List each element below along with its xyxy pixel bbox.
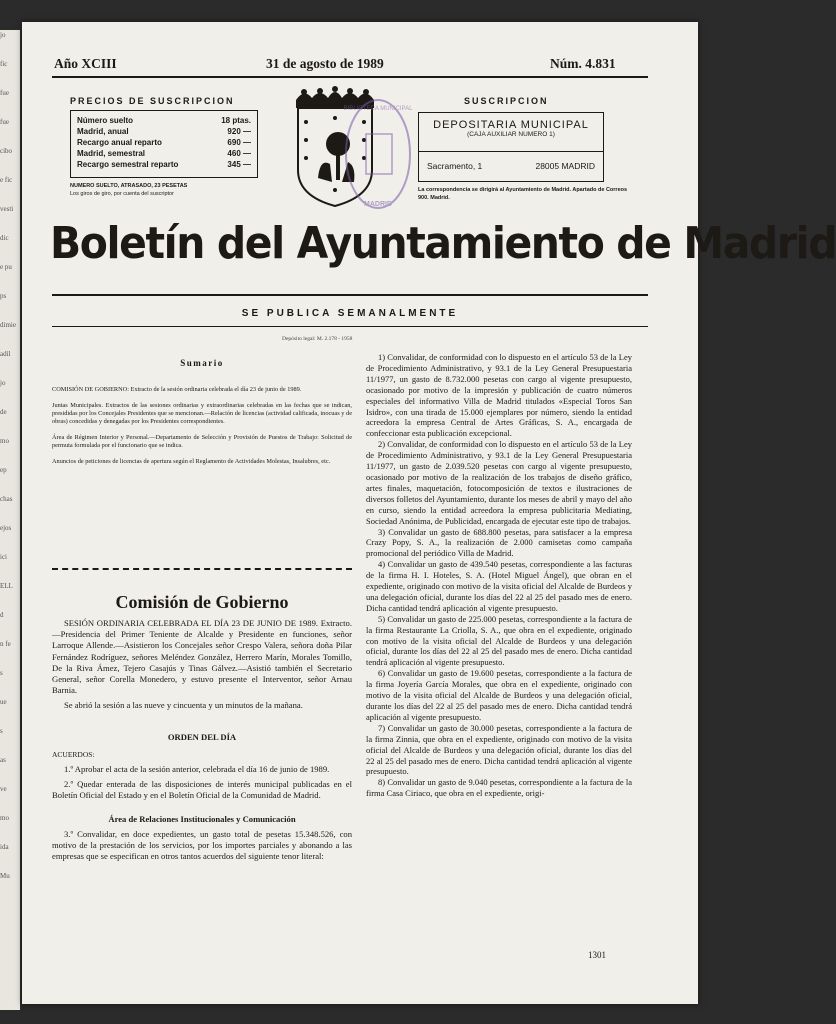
- prices-box: [70, 110, 258, 178]
- margin-fragment: e fic: [0, 176, 13, 184]
- price-row: [77, 115, 251, 126]
- depositaria-note: (CAJA AUXILIAR NUMERO 1): [467, 131, 555, 138]
- summary-item: Área de Régimen Interior y Personal.—Departamento de Selección y Provisión de Puestos de Trabajo: Solicitud de permuta formulada por el funcionario que se indica.: [52, 434, 352, 449]
- header-rule: [52, 76, 648, 78]
- price-label: Recargo semestral reparto: [77, 160, 179, 169]
- price-row: [77, 148, 251, 159]
- margin-fragment: ue: [0, 698, 7, 706]
- margin-fragment: ps: [0, 292, 7, 300]
- subscription-title: SUSCRIPCION: [464, 96, 549, 106]
- price-label: Recargo anual reparto: [77, 138, 162, 147]
- margin-fragment: de: [0, 408, 7, 416]
- prices-title: PRECIOS DE SUSCRIPCION: [70, 96, 235, 106]
- margin-fragment: s: [0, 669, 3, 677]
- masthead-rule-bottom: [52, 326, 648, 327]
- price-value: 345 —: [227, 160, 251, 169]
- address-street: Sacramento, 1: [427, 161, 483, 171]
- margin-fragment: mo: [0, 814, 9, 822]
- price-value: 690 —: [227, 138, 251, 147]
- session-extract: SESIÓN ORDINARIA CELEBRADA EL DÍA 23 DE JUNIO DE 1989. Extracto.—Presidencia del Primer Teniente de Alcalde y Presidente en funciones, señor Larroque Allende.—Asistieron los Concejales señor Crespo Valera, señora doña Pilar Fernández Rodríguez, señores Meléndez González, Herrero Marín, Morales Tomillo, De la Riva Ámez, Tejero Casajús y Tinas Gálvez.—Asistió también el Secretario General, señor Corella Monedero, y estuvo presente el Interventor, señor Arnau Barnia.: [52, 618, 352, 696]
- agenda-heading: ORDEN DEL DÍA: [167, 731, 237, 742]
- margin-fragment: ep: [0, 466, 7, 474]
- price-row: [77, 126, 251, 137]
- section-divider: [52, 568, 352, 570]
- correspondence-note: La correspondencia se dirigirá al Ayuntamiento de Madrid. Apartado de Correos 900. Madrid.: [418, 187, 628, 201]
- margin-fragment: fic: [0, 60, 8, 68]
- commission-heading: Comisión de Gobierno: [115, 592, 289, 612]
- stamp-top-text: BIBLIOTECA MUNICIPAL: [343, 106, 413, 112]
- depositaria-label: DEPOSITARIA MUNICIPAL: [433, 119, 589, 131]
- stamp-bottom-text: MADRID: [364, 201, 392, 208]
- agreement-2: 2.º Quedar enterada de las disposiciones de interés municipal publicadas en el Boletín Oficial del Estado y en el Boletín Oficial de la Comunidad de Madrid.: [52, 779, 352, 801]
- margin-fragment: as: [0, 756, 6, 764]
- prices-note-back-issues: NUMERO SUELTO, ATRASADO, 23 PESETAS: [70, 183, 188, 189]
- masthead-rule-top: [52, 294, 648, 296]
- summary-item: COMISIÓN DE GOBIERNO: Extracto de la sesión ordinaria celebrada el día 23 de junio de 1989.: [52, 386, 302, 393]
- summary-item: Juntas Municipales. Extractos de las sesiones ordinarias y extraordinarias celebradas en las fechas que se indican, presididas por los Concejales Presidentes que se mencionan.—Relación de licencias (actividad calificada, inocuas y de obras) concedidas y denegadas por los Presidentes correspondientes.: [52, 402, 352, 425]
- summary-item: Anuncios de peticiones de licencias de apertura según el Reglamento de Actividades Molestas, Insalubres, etc.: [52, 458, 331, 465]
- margin-fragment: d: [0, 611, 4, 619]
- price-value: 460 —: [227, 149, 251, 158]
- margin-fragment: ida: [0, 843, 9, 851]
- agreement-paragraph: 6) Convalidar un gasto de 19.600 pesetas, correspondiente a la factura de la firma Joyería García Morales, que obra en el expediente, originado con motivo de la visita oficial del Alcalde de Burdeos y una delegación oficial, durante los días del 22 al 25 del pasado mes de enero. Dicha cantidad tendrá aplicación al vigente presupuesto.: [366, 668, 632, 722]
- year-label: Año XCIII: [54, 56, 117, 71]
- margin-fragment: dic: [0, 234, 9, 242]
- margin-fragment: vesti: [0, 205, 14, 213]
- margin-fragment: ELL: [0, 582, 13, 590]
- page-number: 1301: [588, 950, 606, 960]
- prices-note-payment: Los giros de giro, por cuenta del suscriptor: [70, 191, 174, 197]
- masthead-title: Boletín del Ayuntamiento de Madrid: [50, 218, 836, 269]
- margin-fragment: fue: [0, 118, 9, 126]
- price-label: Madrid, semestral: [77, 149, 146, 158]
- agreements-label: ACUERDOS:: [52, 749, 95, 759]
- adjacent-page-edge: [0, 30, 20, 1010]
- margin-fragment: jo: [0, 31, 6, 39]
- agreement-paragraph: 4) Convalidar un gasto de 439.540 pesetas, correspondiente a las facturas de la firma H. I. Hoteles, S. A. (Hotel Miguel Ángel), que obran en el expediente, originado con motivo de la visita oficial del Alcalde de Burdeos y una delegación oficial, durante los días del 22 al 25 del pasado mes de enero. Dicha cantidad tendrá aplicación al vigente presupuesto.: [366, 559, 632, 613]
- agreement-paragraph: 1) Convalidar, de conformidad con lo dispuesto en el artículo 53 de la Ley de Procedimiento Administrativo, y 93.1 de la Ley General Presupuestaria 11/1977, un gasto de 8.732.000 pesetas con cargo al vigente presupuesto, ocasionado por motivo de la impresión y publicación de cuatro números especiales del informativo Villa de Madrid titulados «Especial Toros San Isidro», con una tirada de 15.000 ejemplares por número, siendo la entidad acreedora la empresa Central de Artes Gráficas, S. A., encargada de confeccionar esta publicación excepcional.: [366, 352, 632, 439]
- margin-fragment: ejos: [0, 524, 12, 532]
- margin-fragment: mo: [0, 437, 9, 445]
- agreement-3: 3.º Convalidar, en doce expedientes, un gasto total de pesetas 15.348.526, con motivo de la prestación de los servicios, por los importes parciales y abonando a las empresas que se especifican en otros tantos acuerdos del siguiente tenor literal:: [52, 828, 352, 862]
- summary-list: [52, 386, 352, 474]
- agreement-paragraph: 3) Convalidar un gasto de 688.800 pesetas, para satisfacer a la empresa Crazy Popy, S. A., la realización de 2.000 camisetas como campaña promocional del periódico Villa de Madrid.: [366, 526, 632, 559]
- legal-deposit: Depósito legal: M. 2.178 - 1958: [282, 336, 353, 342]
- price-label: Número suelto: [77, 116, 134, 125]
- publication-frequency: SE PUBLICA SEMANALMENTE: [241, 308, 459, 319]
- margin-fragment: fue: [0, 89, 9, 97]
- margin-fragment: n fe: [0, 640, 11, 648]
- margin-fragment: s: [0, 727, 3, 735]
- margin-fragment: cibo: [0, 147, 13, 155]
- margin-fragment: ici: [0, 553, 7, 561]
- agreement-paragraph: 2) Convalidar, de conformidad con lo dispuesto en el artículo 53 de la Ley de Procedimiento Administrativo, y 93.1 de la Ley General Presupuestaria 11/1977, un gasto de 2.039.520 pesetas con cargo al vigente presupuesto, ocasionado por motivo de la realización de los trabajos de diseño gráfico, artes finales, maquetación, fotocomposición de textos e ilustraciones de diversos folletos del Ayuntamiento, durante los meses de abril y mayo del año en curso, siendo la entidad acreedora la empresa publicitaria Mediating, Sociedad Anónima, de Publicidad, encargada de ejecutar este tipo de trabajos.: [366, 439, 632, 526]
- margin-fragment: jo: [0, 379, 6, 387]
- price-value: 920 —: [227, 127, 251, 136]
- session-opening: Se abrió la sesión a las nueve y cincuenta y un minutos de la mañana.: [64, 700, 303, 711]
- margin-fragment: Mu: [0, 872, 10, 880]
- price-row: [77, 137, 251, 148]
- margin-fragment: dimie: [0, 321, 16, 329]
- agreement-paragraph: 8) Convalidar un gasto de 9.040 pesetas, correspondiente a la factura de la firma Casa Ciriaco, que obra en el expediente, origi-: [366, 777, 632, 799]
- agreement-1: 1.º Aprobar el acta de la sesión anterior, celebrada el día 16 de junio de 1989.: [64, 764, 330, 775]
- agreement-paragraph: 7) Convalidar un gasto de 30.000 pesetas, correspondiente a la factura de la firma Zinnia, que obra en el expediente, originado con motivo de la visita oficial del Alcalde de Burdeos y una delegación oficial, durante los días del 22 al 25 del pasado mes de enero. Dicha cantidad tendrá aplicación al vigente presupuesto.: [366, 722, 632, 777]
- margin-fragment: chas: [0, 495, 13, 503]
- price-row: [77, 159, 251, 170]
- madrid-coat-of-arms: [290, 86, 414, 214]
- right-column: [366, 352, 632, 799]
- subscription-box: [418, 112, 604, 182]
- margin-fragment: ve: [0, 785, 7, 793]
- price-label: Madrid, anual: [77, 127, 129, 136]
- issue-number: Núm. 4.831: [550, 56, 616, 71]
- commission-column: [52, 618, 352, 862]
- issue-date: 31 de agosto de 1989: [266, 56, 384, 71]
- newspaper-page: [22, 22, 836, 1004]
- summary-heading: Sumario: [180, 358, 224, 368]
- address-city: 28005 MADRID: [535, 161, 595, 171]
- agreement-paragraph: 5) Convalidar un gasto de 225.000 pesetas, correspondiente a la factura de la firma Restaurante La Criolla, S. A., que obra en el expediente, originado con motivo de la visita oficial del Alcalde de Burdeos y una delegación oficial, durante los días del 22 al 25 del pasado mes de enero. Dicha cantidad tendrá aplicación al vigente presupuesto.: [366, 613, 632, 668]
- margin-fragment: e pu: [0, 263, 12, 271]
- price-value: 18 ptas.: [221, 116, 251, 125]
- margin-fragment: adil: [0, 350, 11, 358]
- area-heading: Área de Relaciones Institucionales y Comunicación: [108, 813, 296, 824]
